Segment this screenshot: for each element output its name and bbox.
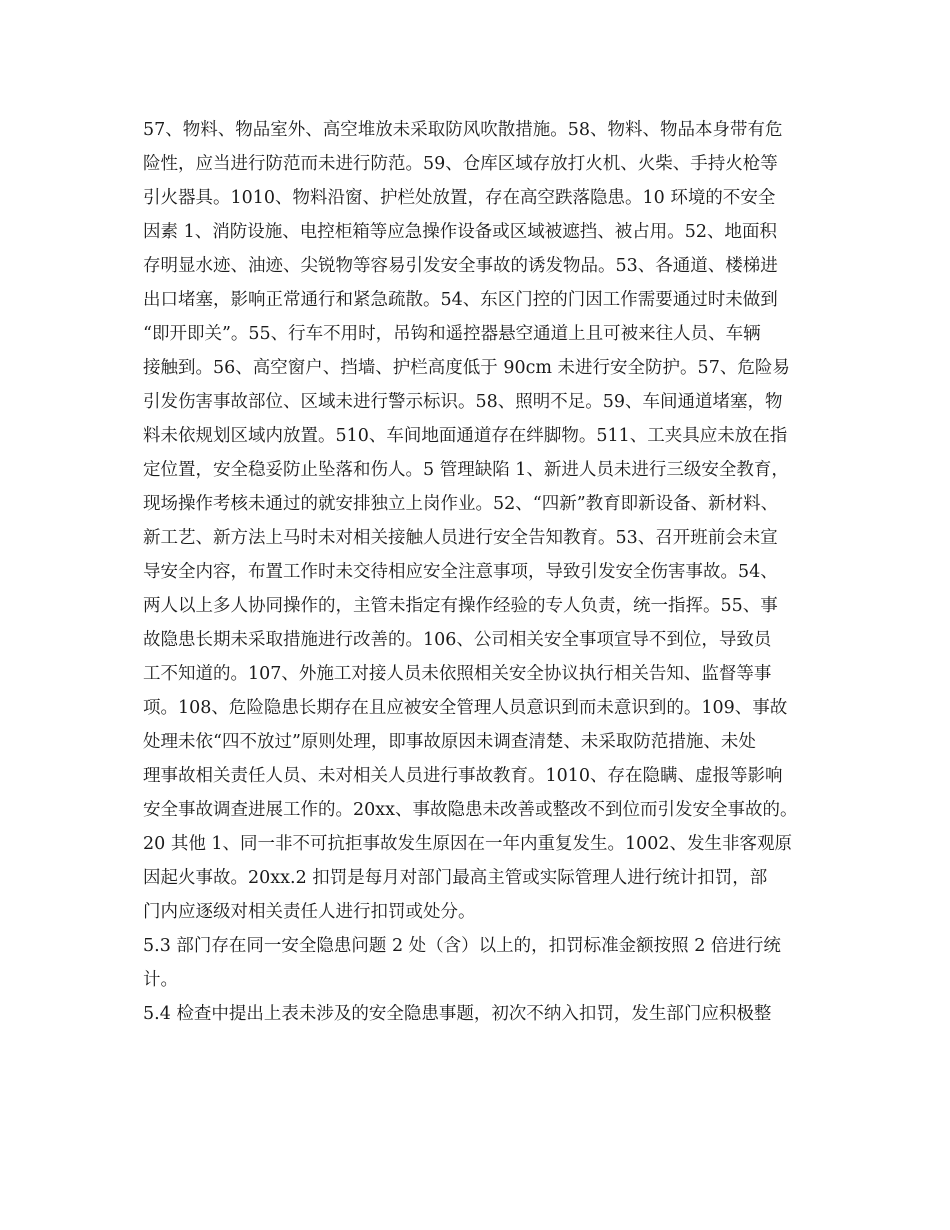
paragraph-5-3-line: 计。 [143, 970, 178, 990]
text-line: 导安全内容，布置工作时未交待相应安全注意事项，导致引发安全伤害事故。54、 [143, 562, 778, 582]
text-line: 处理未依“四不放过”原则处理，即事故原因未调查清楚、未采取防范措施、未处 [143, 732, 756, 752]
text-line: 因素 1、消防设施、电控柜箱等应急操作设备或区域被遮挡、被占用。52、地面积 [143, 222, 777, 242]
text-line: 项。108、危险隐患长期存在且应被安全管理人员意识到而未意识到的。109、事故 [143, 698, 788, 718]
text-line: 存明显水迹、油迹、尖锐物等容易引发安全事故的诱发物品。53、各通道、楼梯进 [143, 256, 778, 276]
text-line: 20 其他 1、同一非不可抗拒事故发生原因在一年内重复发生。1002、发生非客观原 [143, 834, 793, 854]
text-line: 门内应逐级对相关责任人进行扣罚或处分。 [143, 902, 476, 922]
text-line: 理事故相关责任人员、未对相关人员进行事故教育。1010、存在隐瞒、虚报等影响 [143, 766, 783, 786]
text-line: 安全事故调查进展工作的。20xx、事故隐患未改善或整改不到位而引发安全事故的。 [143, 800, 798, 820]
text-line: 两人以上多人协同操作的，主管未指定有操作经验的专人负责，统一指挥。55、事 [143, 596, 778, 616]
text-line: 新工艺、新方法上马时未对相关接触人员进行安全告知教育。53、召开班前会未宣 [143, 528, 778, 548]
text-line: “即开即关”。55、行车不用时，吊钩和遥控器悬空通道上且可被来往人员、车辆 [143, 324, 761, 344]
text-line: 现场操作考核未通过的就安排独立上岗作业。52、“四新”教育即新设备、新材料、 [143, 494, 779, 514]
text-line: 工不知道的。107、外施工对接人员未依照相关安全协议执行相关告知、监督等事 [143, 664, 772, 684]
text-line: 引火器具。1010、物料沿窗、护栏处放置，存在高空跌落隐患。10 环境的不安全 [143, 188, 776, 208]
text-line: 引发伤害事故部位、区域未进行警示标识。58、照明不足。59、车间通道堵塞，物 [143, 392, 783, 412]
text-line: 57、物料、物品室外、高空堆放未采取防风吹散措施。58、物料、物品本身带有危 [143, 120, 783, 140]
text-line: 定位置，安全稳妥防止坠落和伤人。5 管理缺陷 1、新进人员未进行三级安全教育， [143, 460, 789, 480]
text-line: 出口堵塞，影响正常通行和紧急疏散。54、东区门控的门因工作需要通过时未做到 [143, 290, 778, 310]
text-line: 料未依规划区域内放置。510、车间地面通道存在绊脚物。511、工夹具应未放在指 [143, 426, 788, 446]
text-line: 因起火事故。20xx.2 扣罚是每月对部门最高主管或实际管理人进行统计扣罚，部 [143, 868, 768, 888]
document-body [143, 113, 823, 1031]
text-line: 故隐患长期未采取措施进行改善的。106、公司相关安全事项宣导不到位，导致员 [143, 630, 772, 650]
paragraph-5-3-line: 5.3 部门存在同一安全隐患问题 2 处（含）以上的，扣罚标准金额按照 2 倍进行统 [143, 936, 781, 956]
text-line: 接触到。56、高空窗户、挡墙、护栏高度低于 90cm 未进行安全防护。57、危险易 [143, 358, 790, 378]
text-line: 险性，应当进行防范而未进行防范。59、仓库区域存放打火机、火柴、手持火枪等 [143, 154, 778, 174]
paragraph-5-4-line: 5.4 检查中提出上表未涉及的安全隐患事题，初次不纳入扣罚，发生部门应积极整 [143, 1004, 772, 1024]
